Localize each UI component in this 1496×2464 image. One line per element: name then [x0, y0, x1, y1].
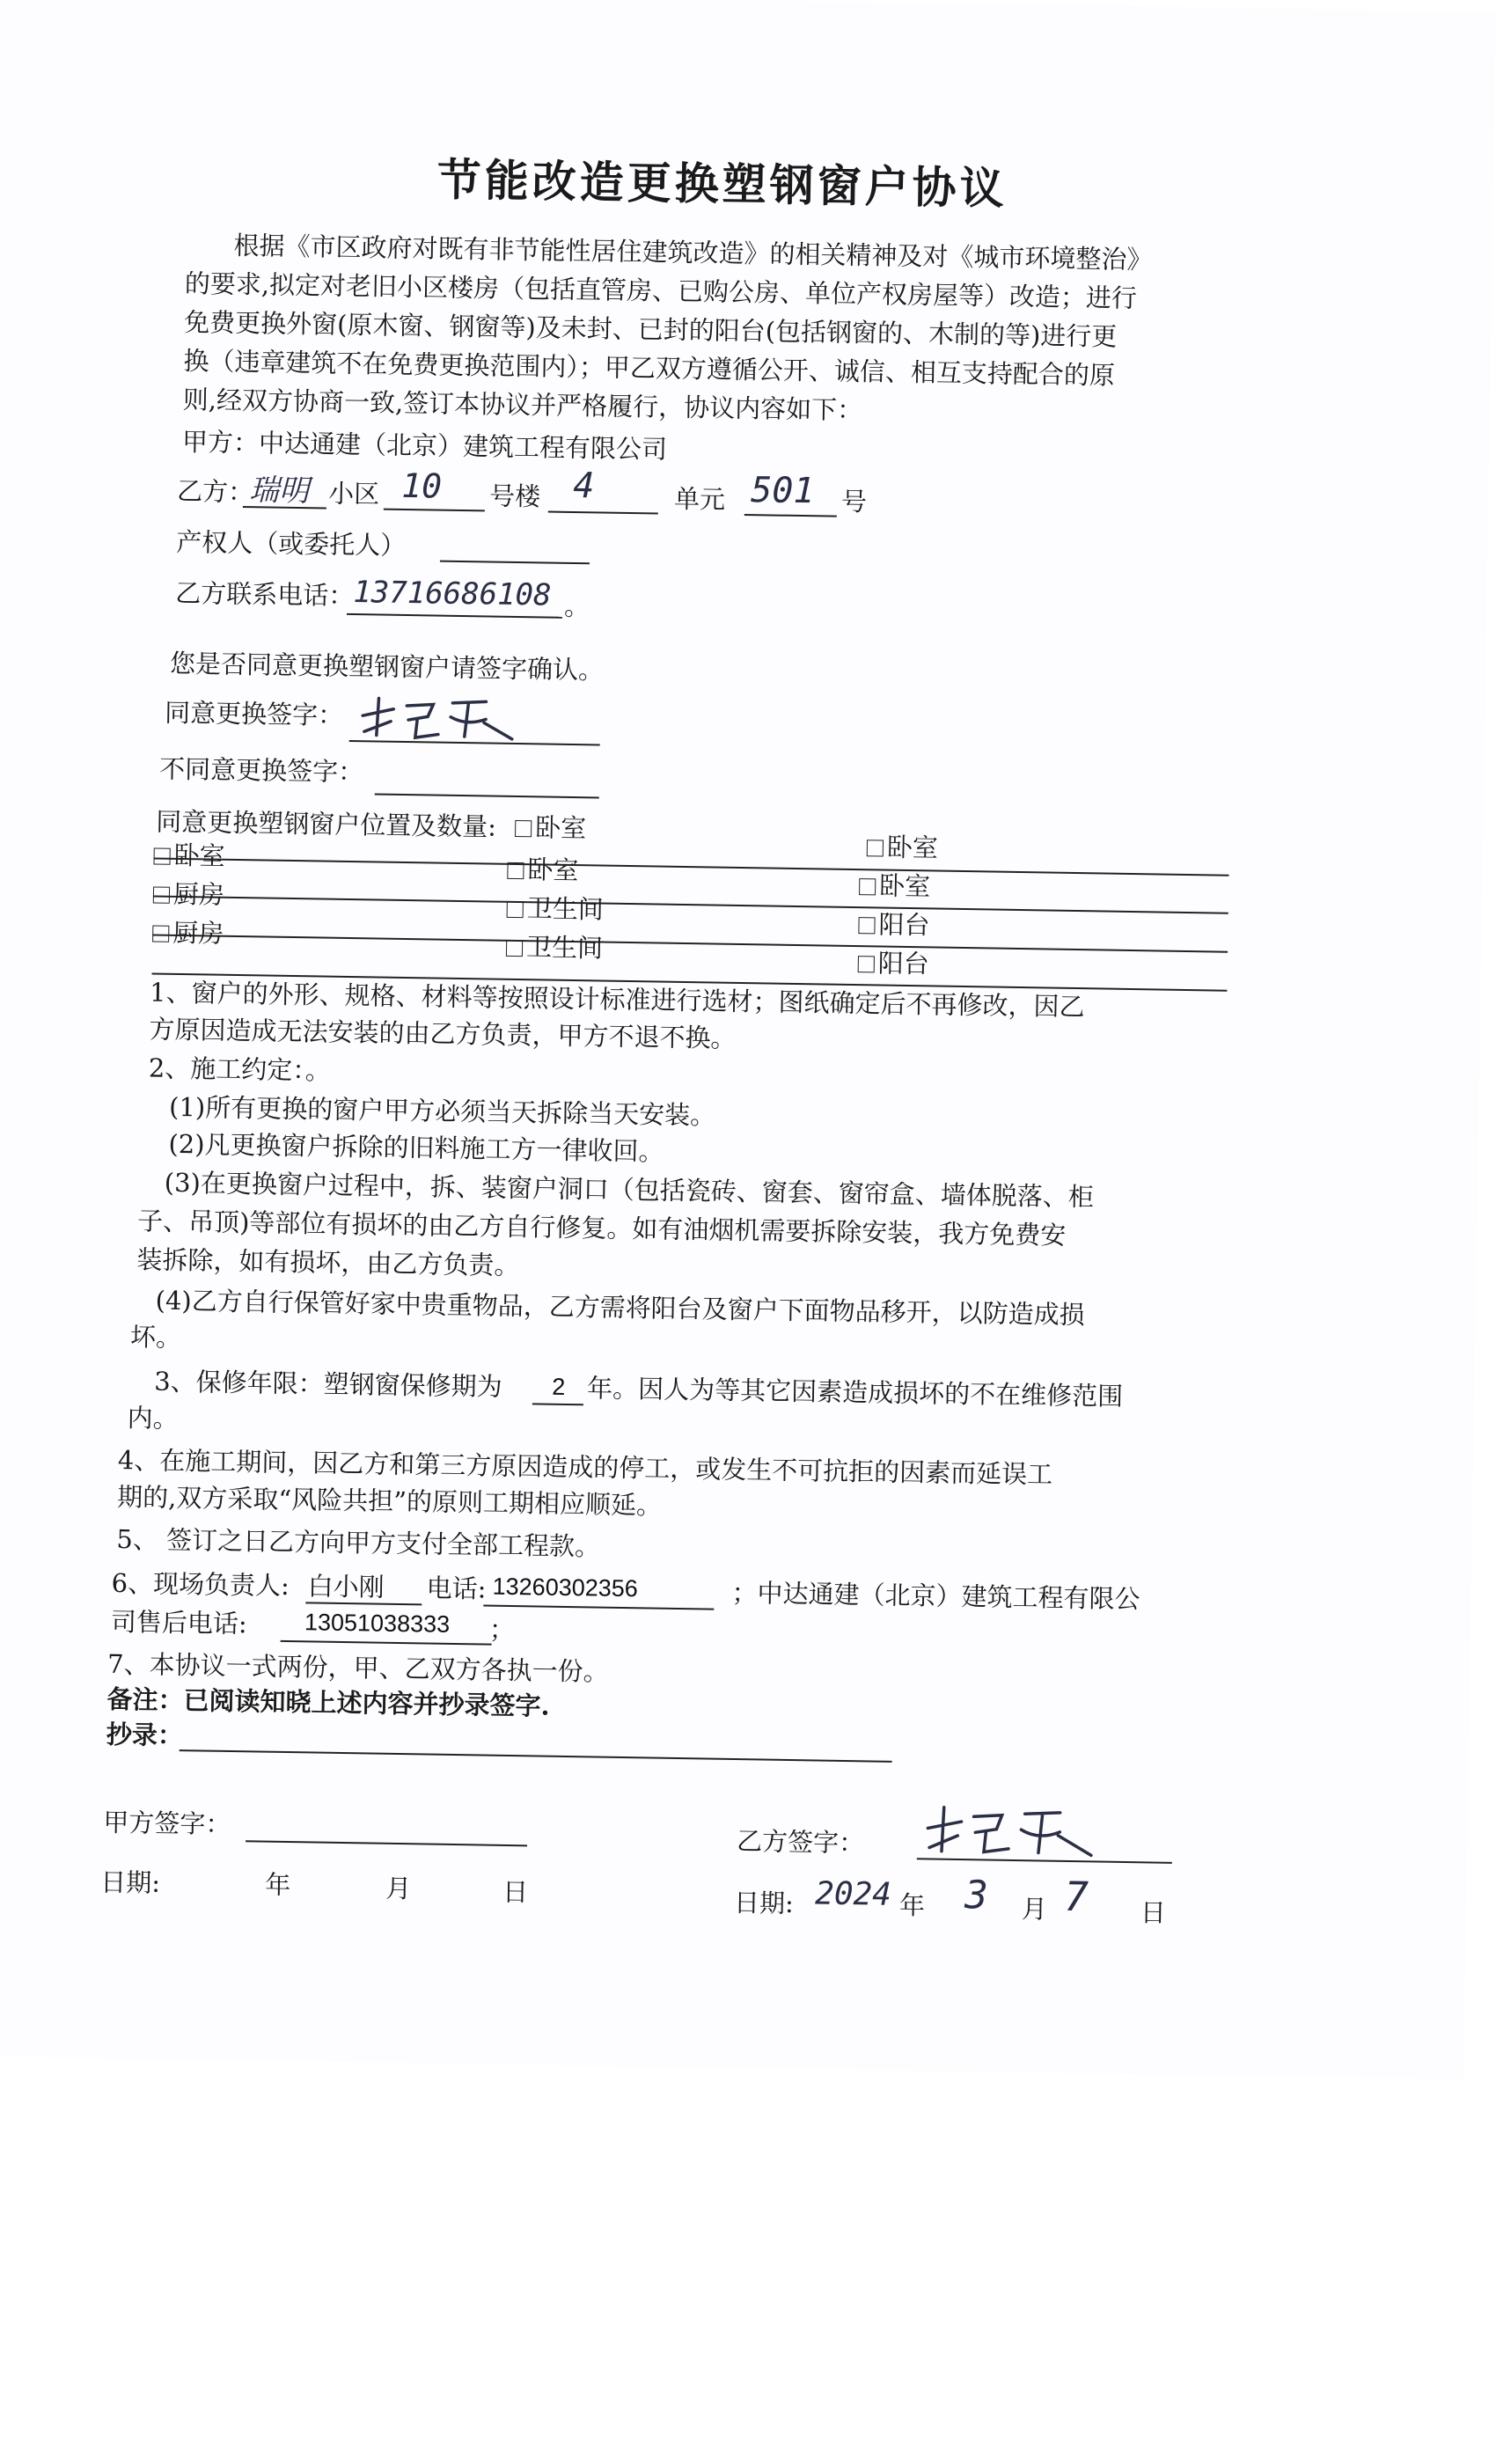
clause-2-4-line-2: 坏。: [129, 1322, 182, 1353]
window-row-line-2: [153, 896, 1228, 914]
clause-6-sep: ；中达通建（北京）建筑工程有限公: [731, 1577, 1140, 1615]
manager-name: 白小刚: [307, 1571, 385, 1602]
checkbox-icon[interactable]: [507, 901, 524, 918]
window-row0-col3: 卧室: [867, 829, 939, 865]
clause-2-3-line-1: (3)在更换窗户过程中，拆、装窗户洞口（包括瓷砖、窗套、窗帘盒、墙体脱落、柜: [164, 1167, 1095, 1213]
date-b-label: 日期:: [733, 1888, 795, 1919]
window-row1-col2: 卧室: [507, 852, 579, 888]
phone-value: 13716686108: [353, 575, 552, 613]
date-a-year: 年: [265, 1869, 291, 1901]
community-suffix: 小区: [327, 478, 380, 510]
checkbox-icon[interactable]: [152, 926, 169, 942]
warranty-line: [532, 1403, 583, 1405]
manager-phone-label: 电话:: [426, 1573, 487, 1604]
clause-2-3-line-3: 装拆除，如有损坏，由乙方负责。: [136, 1244, 520, 1281]
warranty-years: 2: [551, 1373, 566, 1400]
agree-label: 同意更换签字：: [164, 697, 344, 730]
checkbox-icon[interactable]: [153, 848, 170, 865]
clause-4-line-1: 4、在施工期间，因乙方和第三方原因造成的停工，或发生不可抗拒的因素而延误工: [117, 1444, 1053, 1490]
clause-2-title: 2、施工约定：。: [148, 1052, 332, 1086]
windows-label: 同意更换塑钢窗户位置及数量:: [155, 806, 497, 842]
date-b-day-value: 7: [1063, 1872, 1089, 1921]
unit-value: 4: [572, 465, 595, 507]
clause-6-cont: 司售后电话:: [110, 1606, 247, 1639]
clause-6-end: ；: [488, 1614, 516, 1646]
checkbox-icon[interactable]: [858, 956, 875, 972]
aftersales-phone: 13051038333: [304, 1609, 451, 1638]
checkbox-icon[interactable]: [859, 878, 876, 895]
clause-2-4-line-1: (4)乙方自行保管好家中贵重物品，乙方需将阳台及窗户下面物品移开，以防造成损: [155, 1285, 1085, 1331]
sign-a-label: 甲方签字：: [103, 1807, 231, 1840]
manager-phone: 13260302356: [492, 1573, 639, 1602]
unit-suffix: 单元: [673, 483, 726, 515]
party-a: 甲方：中达通建（北京）建筑工程有限公司: [181, 426, 668, 465]
party-b-label: 乙方：: [176, 475, 254, 508]
clause-6-prefix: 6、现场负责人:: [111, 1567, 290, 1602]
copy-label: 抄录：: [106, 1719, 184, 1751]
sign-a-line: [246, 1840, 527, 1846]
window-row1-col3: 卧室: [859, 868, 931, 904]
party-b-signature: [917, 1798, 1103, 1862]
clause-7: 7、本协议一式两份，甲、乙双方各执一份。: [106, 1648, 609, 1687]
unit-line: [548, 511, 658, 515]
intro-line-1: 根据《市区政府对既有非节能性居住建筑改造》的相关精神及对《城市环境整治》: [233, 230, 1153, 275]
checkbox-icon[interactable]: [507, 862, 524, 879]
checkbox-icon[interactable]: [506, 940, 523, 957]
clause-3-prefix: 3、保修年限：塑钢窗保修期为: [153, 1366, 502, 1402]
room-suffix: 号: [840, 486, 868, 517]
owner-line: [440, 561, 590, 565]
phone-end: 。: [563, 590, 590, 622]
clause-2-2: (2)凡更换窗户拆除的旧料施工方一律收回。: [168, 1128, 664, 1167]
window-row2-col2: 卫生间: [506, 891, 604, 928]
building-line: [384, 509, 485, 512]
manager-phone-line: [483, 1605, 714, 1610]
date-b-day: 日: [1140, 1897, 1167, 1928]
intro-line-2: 的要求,拟定对老旧小区楼房（包括直管房、已购公房、单位产权房屋等）改造；进行: [184, 268, 1138, 313]
date-b-year-value: 2024: [814, 1875, 892, 1913]
date-b-month: 月: [1021, 1894, 1048, 1925]
window-row1-col1: 卧室: [153, 838, 225, 874]
agree-signature: [354, 689, 531, 744]
disagree-line: [375, 793, 599, 798]
intro-line-3: 免费更换外窗(原木窗、钢窗等)及未封、已封的阳台(包括钢窗的、木制的等)进行更: [183, 306, 1118, 352]
clause-1-line-2: 方原因造成无法安装的由乙方负责，甲方不退不换。: [149, 1014, 737, 1053]
window-row3-col2: 卫生间: [506, 929, 604, 966]
window-row3-col3: 阳台: [858, 945, 930, 981]
building-value: 10: [400, 466, 443, 506]
phone-line: [347, 613, 562, 619]
disagree-label: 不同意更换签字：: [158, 753, 364, 788]
clause-3-cont: 内。: [127, 1403, 179, 1434]
window-row-line-3: [152, 935, 1228, 953]
sign-b-label: 乙方签字：: [736, 1826, 865, 1859]
room-value: 501: [750, 470, 815, 512]
intro-line-5: 则,经双方协商一致,签订本协议并严格履行，协议内容如下：: [182, 384, 863, 426]
checkbox-icon[interactable]: [858, 917, 875, 934]
date-b-month-value: 3: [964, 1873, 989, 1918]
building-suffix: 号楼: [488, 480, 541, 512]
consent-question: 您是否同意更换塑钢窗户请签字确认。: [169, 648, 605, 686]
room-line: [744, 514, 837, 517]
copy-line: [180, 1749, 892, 1763]
note: 备注：已阅读知晓上述内容并抄录签字.: [106, 1683, 550, 1721]
document-title: 节能改造更换塑钢窗户协议: [436, 154, 1008, 215]
clause-2-3-line-2: 子、吊顶)等部位有损坏的由乙方自行修复。如有油烟机需要拆除安装，我方免费安: [136, 1206, 1067, 1250]
clause-2-1: (1)所有更换的窗户甲方必须当天拆除当天安装。: [168, 1091, 716, 1131]
date-a-month: 月: [385, 1873, 412, 1904]
clause-5: 5、 签订之日乙方向甲方支付全部工程款。: [116, 1523, 601, 1562]
manager-line: [305, 1602, 422, 1605]
date-a-label: 日期:: [100, 1866, 161, 1898]
clause-3-suffix: 年。因人为等其它因素造成损坏的不在维修范围: [586, 1373, 1124, 1412]
checkbox-icon[interactable]: [515, 820, 532, 837]
window-row-line-1: [154, 858, 1229, 876]
clause-1-line-1: 1、窗户的外形、规格、材料等按照设计标准进行选材；图纸确定后不再修改，因乙: [149, 977, 1085, 1023]
phone-label: 乙方联系电话：: [175, 577, 355, 612]
checkbox-icon[interactable]: [153, 887, 170, 904]
owner-label: 产权人（或委托人）: [175, 526, 407, 561]
window-row3-col1: 厨房: [152, 915, 224, 951]
intro-line-4: 换（违章建筑不在免费更换范围内）；甲乙双方遵循公开、诚信、相互支持配合的原: [183, 345, 1116, 391]
window-row2-col3: 阳台: [858, 906, 930, 942]
window-row2-col1: 厨房: [153, 876, 225, 913]
date-b-year: 年: [898, 1889, 926, 1921]
date-a-day: 日: [502, 1876, 529, 1908]
checkbox-icon[interactable]: [867, 840, 884, 856]
clause-4-line-2: 期的,双方采取“风险共担”的原则工期相应顺延。: [116, 1481, 663, 1521]
window-row0-col1: 卧室: [515, 810, 587, 846]
community-value: 瑞明: [248, 473, 310, 510]
aftersales-line: [281, 1640, 492, 1646]
